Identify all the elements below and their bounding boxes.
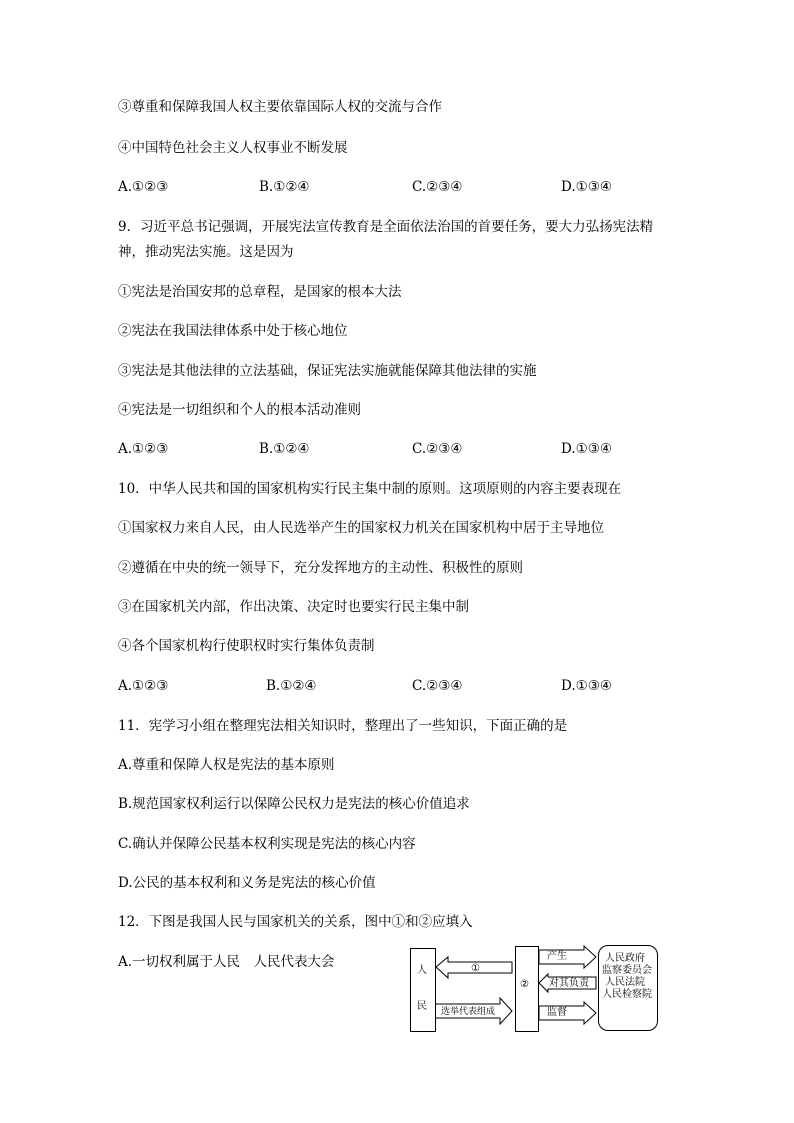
people-state-organs-diagram [408,943,664,1035]
q8-option-c[interactable]: C.②③④ [412,179,463,195]
q9-option-b[interactable]: B.①②④ [259,441,310,457]
q9-statement-4: ④宪法是一切组织和个人的根本活动准则 [118,402,361,418]
q8-statement-4: ④中国特色社会主义人权事业不断发展 [118,140,348,156]
q10-statement-2: ②遵循在中央的统一领导下，充分发挥地方的主动性、积极性的原则 [118,560,523,576]
arrow-supervise-label: 监督 [547,1007,567,1018]
organ-court: 人民法院 [605,977,645,988]
q10-option-d[interactable]: D.①③④ [561,678,612,694]
q10-statement-1: ①国家权力来自人民，由人民选举产生的国家权力机关在国家机构中居于主导地位 [118,520,604,536]
arrow-responsible-label: 对其负责 [549,978,589,989]
q8-option-a[interactable]: A.①②③ [118,179,169,195]
organ-procuratorate: 人民检察院 [602,989,652,1000]
q11-option-c[interactable]: C.确认并保障公民基本权利实现是宪法的核心内容 [118,836,416,852]
q8-option-b[interactable]: B.①②④ [259,179,310,195]
q9-statement-3: ③宪法是其他法律的立法基础，保证宪法实施就能保障其他法律的实施 [118,363,537,379]
people-char-1: 人 [417,965,427,976]
q9-stem-line-1: 9．习近平总书记强调，开展宪法宣传教育是全面依法治国的首要任务，要大力弘扬宪法精 [118,219,654,235]
center-label: ② [520,979,529,990]
organ-government: 人民政府 [605,953,645,964]
q10-option-b[interactable]: B.①②④ [266,678,317,694]
people-box [410,948,436,1032]
q11-option-d[interactable]: D.公民的基本权利和义务是宪法的核心价值 [118,875,376,891]
q9-option-c[interactable]: C.②③④ [412,441,463,457]
q10-stem: 10．中华人民共和国的国家机构实行民主集中制的原则。这项原则的内容主要表现在 [118,481,622,497]
q11-stem: 11．宪学习小组在整理宪法相关知识时，整理出了一些知识，下面正确的是 [118,718,568,734]
q10-option-c[interactable]: C.②③④ [412,678,463,694]
q11-option-a[interactable]: A.尊重和保障人权是宪法的基本原则 [118,757,335,773]
q8-option-d[interactable]: D.①③④ [561,179,612,195]
arrow-produce-label: 产生 [547,951,567,962]
q12-stem: 12．下图是我国人民与国家机关的关系，图中①和②应填入 [118,914,473,930]
organ-supervision-commission: 监察委员会 [602,965,652,976]
q11-option-b[interactable]: B.规范国家权利运行以保障公民权力是宪法的核心价值追求 [118,796,470,812]
arrow-1-label: ① [471,963,480,974]
q10-statement-4: ④各个国家机构行使职权时实行集体负责制 [118,638,375,654]
q10-statement-3: ③在国家机关内部，作出决策、决定时也要实行民主集中制 [118,599,469,615]
q9-statement-2: ②宪法在我国法律体系中处于核心地位 [118,323,348,339]
q9-option-a[interactable]: A.①②③ [118,441,169,457]
q9-option-d[interactable]: D.①③④ [561,441,612,457]
arrow-elect-label: 选举代表组成 [441,1007,496,1017]
q9-statement-1: ①宪法是治国安邦的总章程，是国家的根本大法 [118,284,402,300]
q10-option-a[interactable]: A.①②③ [118,678,169,694]
q8-statement-3: ③尊重和保障我国人权主要依靠国际人权的交流与合作 [118,99,442,115]
q9-stem-line-2: 神，推动宪法实施。这是因为 [118,244,294,260]
q12-option-a[interactable]: A.一切权利属于人民 人民代表大会 [118,954,335,970]
people-char-2: 民 [417,1001,427,1012]
